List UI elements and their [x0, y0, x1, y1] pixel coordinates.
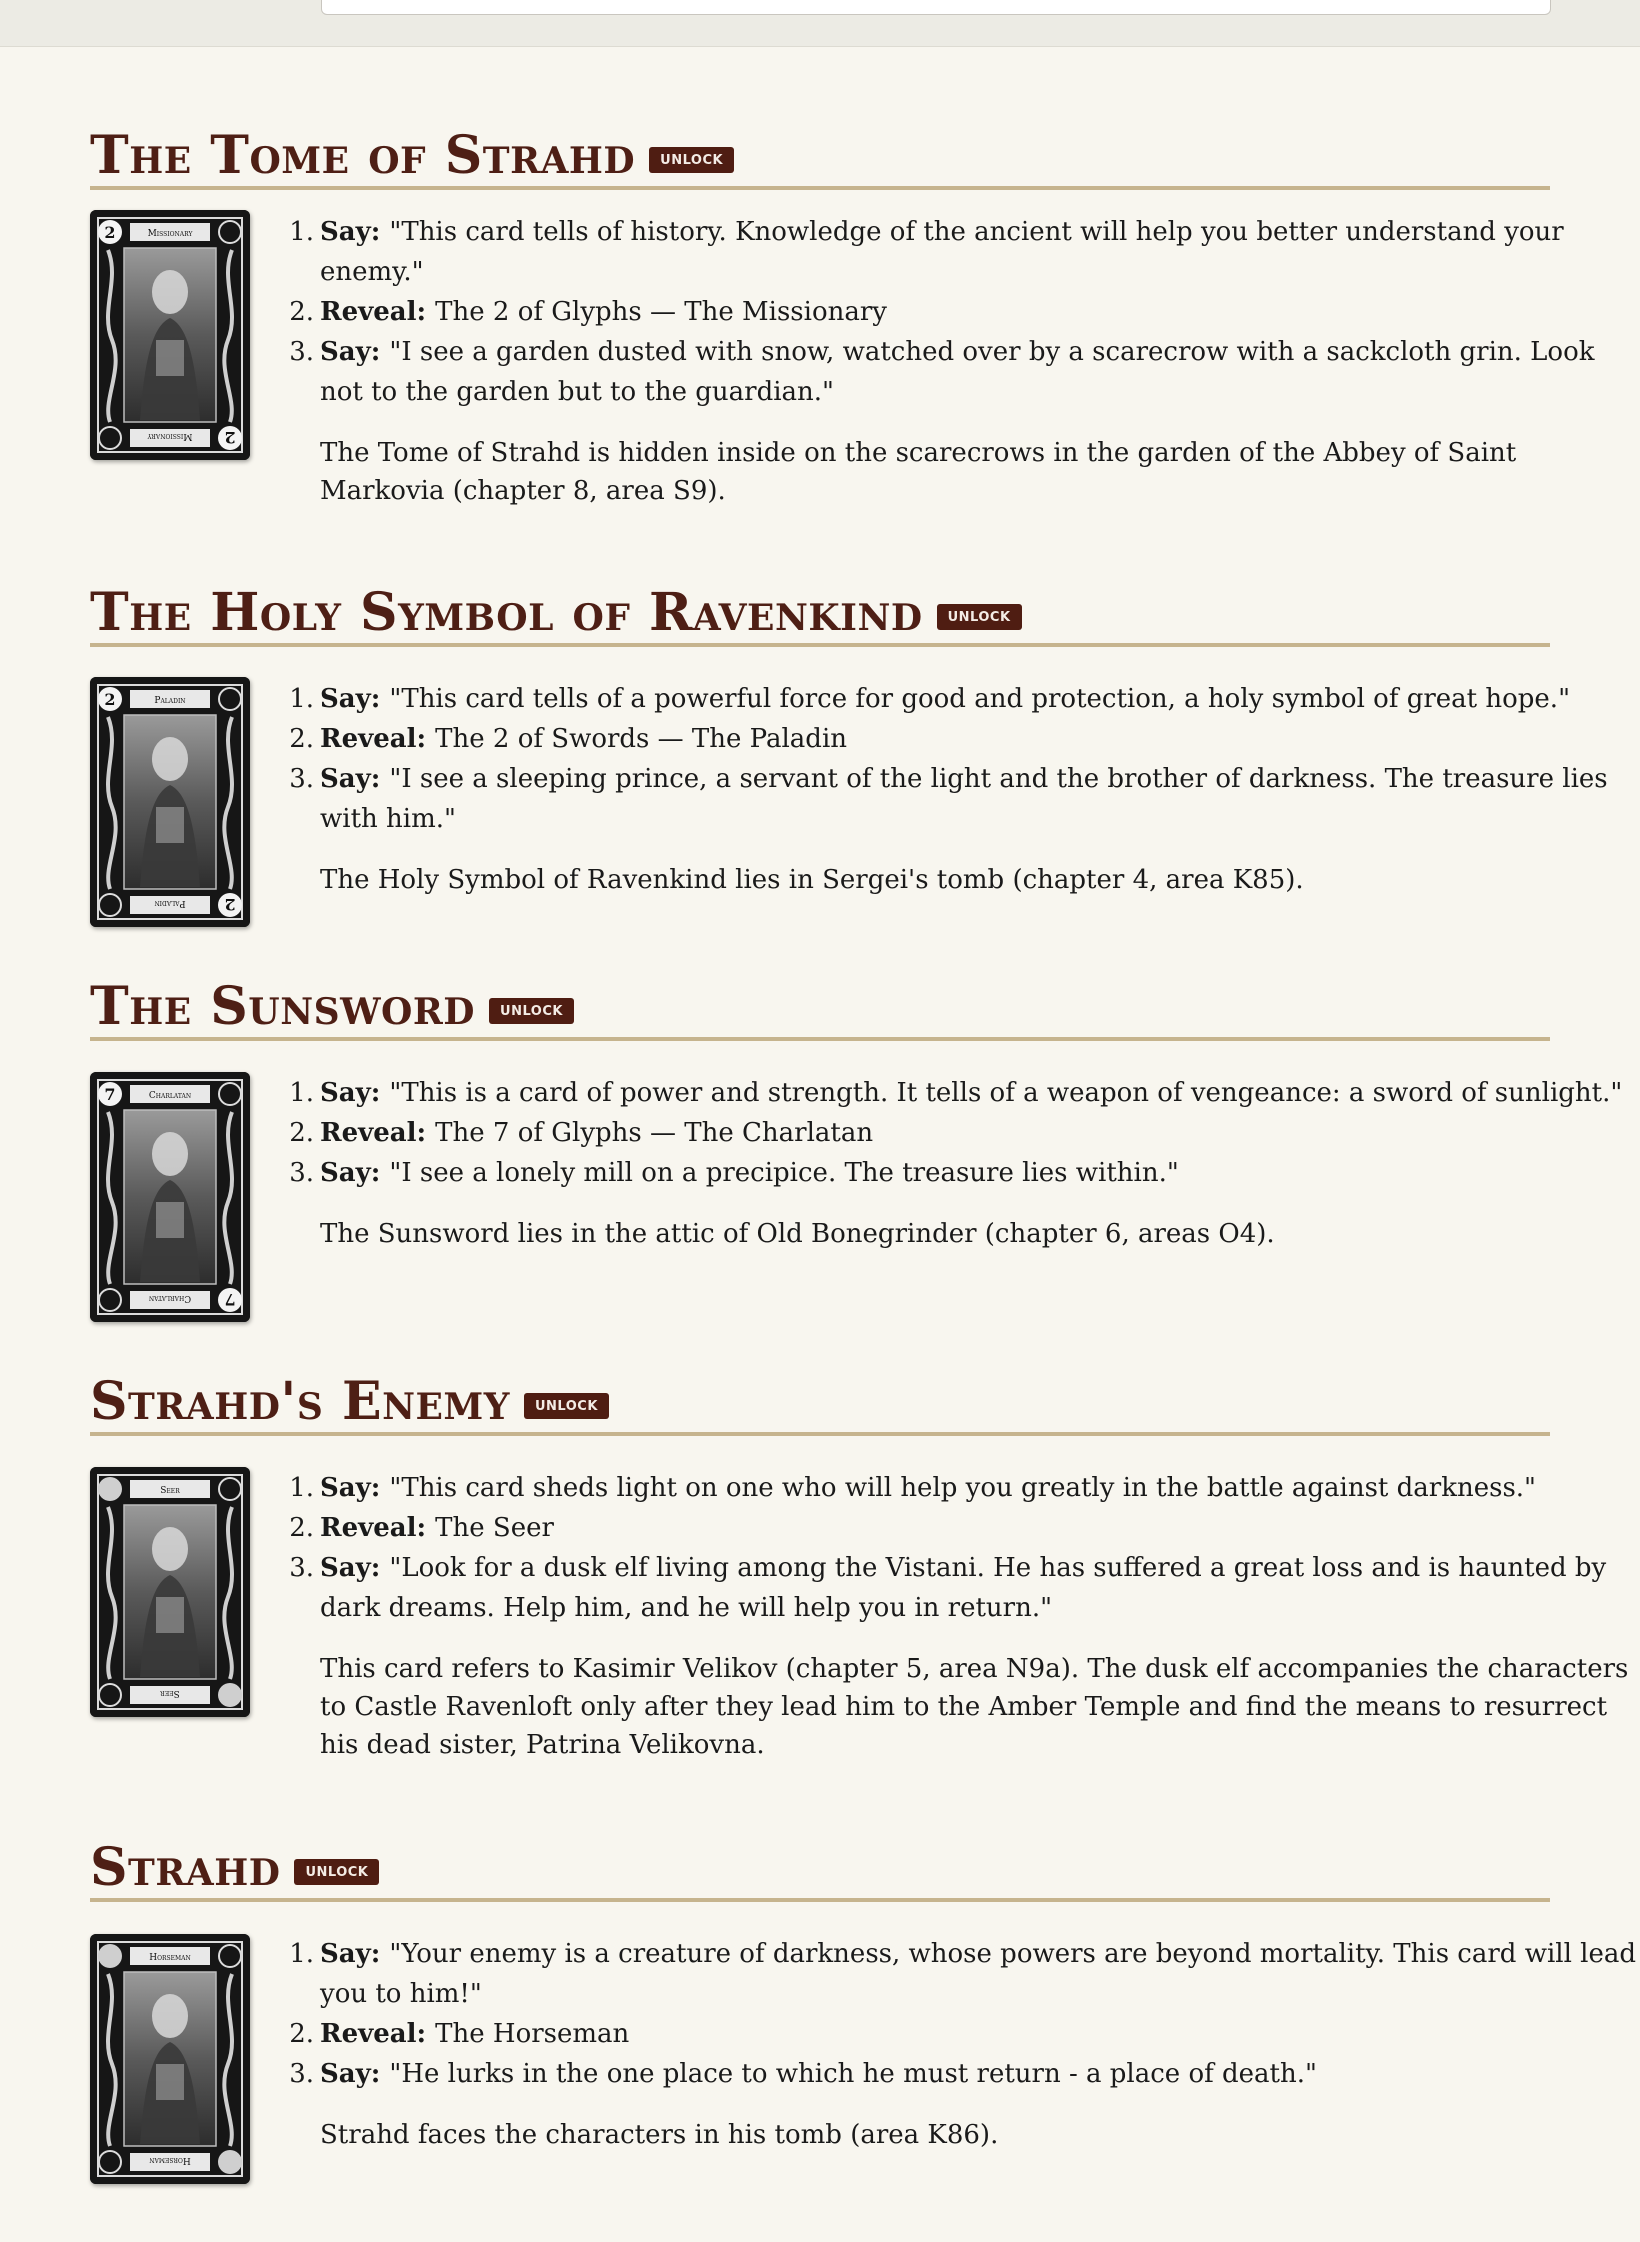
step-item: [289, 2054, 1640, 2094]
section-title-text: The Holy Symbol of Ravenkind: [90, 582, 923, 643]
section-content: [289, 1934, 1640, 2154]
step-number: 3.: [289, 764, 314, 794]
step-text: "This is a card of power and strength. It tells of a weapon of vengeance: a sword of sunlight.": [389, 1078, 1623, 1108]
svg-text:Seer: Seer: [160, 1486, 180, 1496]
section-note: The Sunsword lies in the attic of Old Bonegrinder (chapter 6, areas O4).: [320, 1219, 1275, 1249]
svg-text:7: 7: [224, 1290, 236, 1309]
step-keyword: Reveal:: [320, 1513, 436, 1543]
step-item: [289, 1508, 1640, 1548]
tarokka-card-image: [90, 210, 250, 460]
section-heading: [90, 951, 1550, 1041]
svg-text:Charlatan: Charlatan: [148, 1091, 192, 1101]
section: [90, 951, 1623, 1332]
step-number: 3.: [289, 1158, 314, 1188]
section-title-text: Strahd: [90, 1837, 281, 1898]
section-title-text: The Tome of Strahd: [90, 125, 636, 186]
step-number: 3.: [289, 1553, 314, 1583]
step-number: 1.: [289, 684, 314, 714]
svg-text:2: 2: [104, 223, 116, 242]
section-heading: [90, 1812, 1550, 1902]
step-number: 1.: [289, 1078, 314, 1108]
step-keyword: Say:: [320, 1553, 390, 1583]
section: [90, 557, 1608, 937]
svg-text:Paladin: Paladin: [154, 898, 186, 908]
step-item: [289, 1153, 1640, 1193]
top-bar: [0, 0, 1640, 47]
step-number: 2.: [289, 1118, 314, 1148]
step-text: The 2 of Glyphs — The Missionary: [435, 297, 887, 327]
section-note: The Tome of Strahd is hidden inside on the scarecrows in the garden of the Abbey of Saint Markovia (chapter 8, area S9).: [320, 438, 1517, 506]
svg-text:2: 2: [224, 428, 236, 447]
step-keyword: Reveal:: [320, 724, 436, 754]
step-number: 1.: [289, 217, 314, 247]
section-title: [90, 1837, 379, 1898]
section-title: [90, 1371, 609, 1432]
unlock-badge[interactable]: UNLOCK: [524, 1393, 609, 1419]
svg-text:Missionary: Missionary: [147, 431, 193, 441]
section-heading: [90, 557, 1550, 647]
unlock-badge[interactable]: UNLOCK: [649, 147, 734, 173]
svg-text:Missionary: Missionary: [147, 229, 193, 239]
unlock-badge[interactable]: UNLOCK: [294, 1859, 379, 1885]
step-keyword: Say:: [320, 684, 390, 714]
step-text: "I see a lonely mill on a precipice. The treasure lies within.": [389, 1158, 1179, 1188]
step-text: "I see a sleeping prince, a servant of the light and the brother of darkness. The treasure lies with him.": [320, 764, 1608, 834]
step-keyword: Say:: [320, 2059, 390, 2089]
step-keyword: Say:: [320, 337, 390, 367]
step-number: 1.: [289, 1939, 314, 1969]
step-text: "This card tells of a powerful force for good and protection, a holy symbol of great hope.": [389, 684, 1571, 714]
step-item: [289, 1934, 1640, 2014]
step-number: 3.: [289, 2059, 314, 2089]
step-item: [289, 759, 1640, 839]
step-number: 2.: [289, 724, 314, 754]
step-text: "He lurks in the one place to which he must return - a place of death.": [389, 2059, 1317, 2089]
section-note: This card refers to Kasimir Velikov (chapter 5, area N9a). The dusk elf accompanies the characters to Castle Ravenloft only after they lead him to the Amber Temple and find the means to resurrect his dead sister, Patrina Velikovna.: [320, 1654, 1629, 1760]
step-keyword: Say:: [320, 764, 390, 794]
step-number: 2.: [289, 1513, 314, 1543]
step-item: [289, 719, 1640, 759]
step-item: [289, 332, 1640, 412]
step-number: 2.: [289, 2019, 314, 2049]
step-text: The Seer: [435, 1513, 554, 1543]
step-text: "Your enemy is a creature of darkness, whose powers are beyond mortality. This card will lead you to him!": [320, 1939, 1637, 2009]
steps-list: [289, 1468, 1640, 1628]
svg-text:Charlatan: Charlatan: [148, 1293, 192, 1303]
steps-list: [289, 1934, 1640, 2094]
step-text: "This card tells of history. Knowledge of the ancient will help you better understand your enemy.": [320, 217, 1564, 287]
unlock-badge[interactable]: UNLOCK: [489, 998, 574, 1024]
svg-text:7: 7: [104, 1085, 116, 1104]
step-item: [289, 1548, 1640, 1628]
step-keyword: Say:: [320, 1939, 390, 1969]
step-keyword: Say:: [320, 1473, 390, 1503]
tarokka-card-image: [90, 677, 250, 927]
step-keyword: Reveal:: [320, 2019, 436, 2049]
section-title: [90, 976, 574, 1037]
step-text: "This card sheds light on one who will help you greatly in the battle against darkness.": [389, 1473, 1537, 1503]
svg-text:Horseman: Horseman: [149, 2155, 191, 2165]
step-keyword: Say:: [320, 217, 390, 247]
step-item: [289, 1468, 1640, 1508]
svg-text:Paladin: Paladin: [154, 696, 186, 706]
tarokka-card-image: [90, 1467, 250, 1717]
section-content: [289, 212, 1640, 510]
section: [90, 1812, 1637, 2194]
step-number: 3.: [289, 337, 314, 367]
unlock-badge[interactable]: UNLOCK: [937, 604, 1022, 630]
step-text: The Horseman: [435, 2019, 630, 2049]
step-keyword: Reveal:: [320, 297, 436, 327]
section-title: [90, 582, 1022, 643]
svg-text:Horseman: Horseman: [149, 1953, 191, 1963]
step-keyword: Say:: [320, 1158, 390, 1188]
step-text: The 2 of Swords — The Paladin: [435, 724, 848, 754]
step-text: "Look for a dusk elf living among the Vistani. He has suffered a great loss and is haunted by dark dreams. Help him, and he will help you in return.": [320, 1553, 1607, 1623]
step-item: [289, 2014, 1640, 2054]
steps-list: [289, 1073, 1640, 1193]
step-item: [289, 1073, 1640, 1113]
svg-text:Seer: Seer: [160, 1688, 180, 1698]
section-content: [289, 1468, 1640, 1764]
step-text: "I see a garden dusted with snow, watched over by a scarecrow with a sackcloth grin. Look not to the garden but to the guardian.": [320, 337, 1595, 407]
step-number: 2.: [289, 297, 314, 327]
svg-text:2: 2: [104, 690, 116, 709]
top-search-box[interactable]: [321, 0, 1551, 15]
section-heading: [90, 1346, 1550, 1436]
section-heading: [90, 100, 1550, 190]
step-keyword: Reveal:: [320, 1118, 436, 1148]
tarokka-card-image: [90, 1934, 250, 2184]
section-note: The Holy Symbol of Ravenkind lies in Sergei's tomb (chapter 4, area K85).: [320, 865, 1304, 895]
section: [90, 100, 1595, 506]
step-item: [289, 679, 1640, 719]
step-item: [289, 212, 1640, 292]
step-number: 1.: [289, 1473, 314, 1503]
section-content: [289, 1073, 1640, 1253]
tarokka-card-image: [90, 1072, 250, 1322]
section: [90, 1346, 1629, 1760]
step-item: [289, 1113, 1640, 1153]
svg-text:2: 2: [224, 895, 236, 914]
steps-list: [289, 679, 1640, 839]
section-content: [289, 679, 1640, 899]
section-note: Strahd faces the characters in his tomb (area K86).: [320, 2120, 999, 2150]
step-item: [289, 292, 1640, 332]
steps-list: [289, 212, 1640, 412]
section-title-text: The Sunsword: [90, 976, 476, 1037]
section-title: [90, 125, 734, 186]
step-text: The 7 of Glyphs — The Charlatan: [435, 1118, 874, 1148]
step-keyword: Say:: [320, 1078, 390, 1108]
section-title-text: Strahd's Enemy: [90, 1371, 510, 1432]
